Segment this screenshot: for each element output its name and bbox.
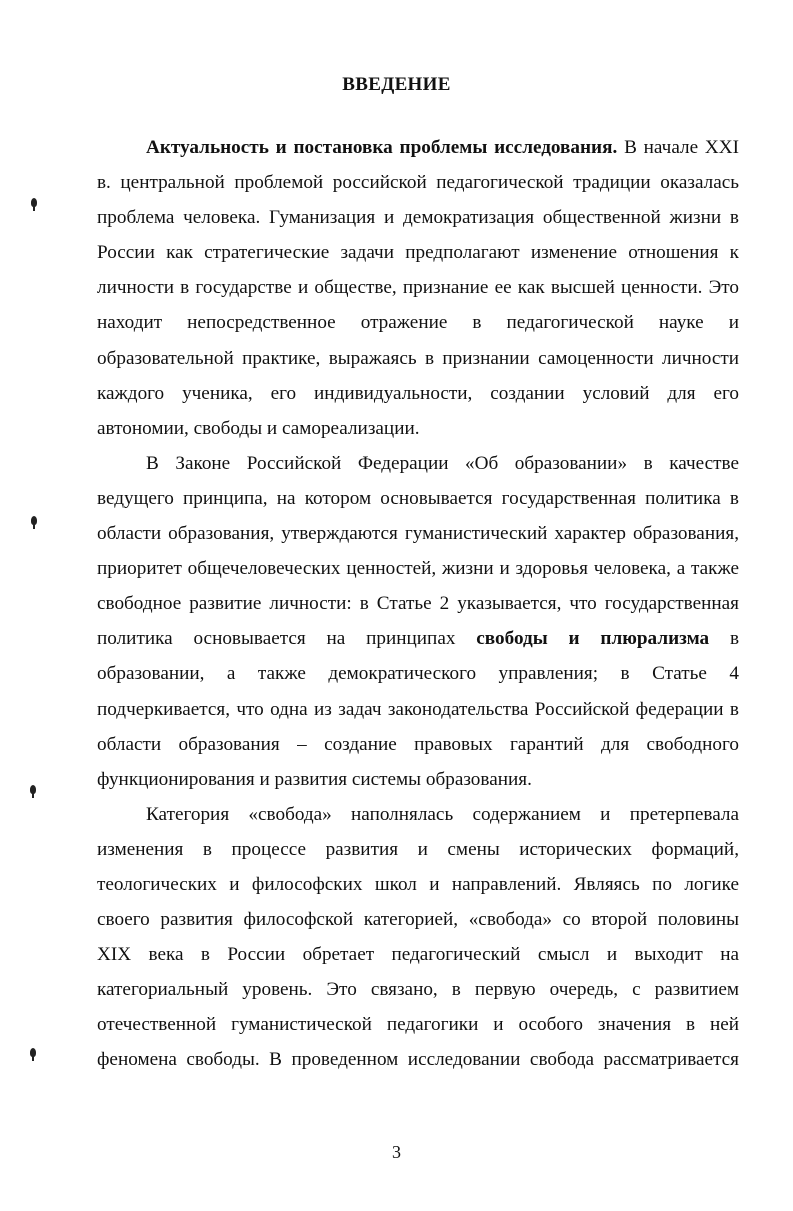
scan-mark xyxy=(30,785,36,794)
text-line: в. центральной проблемой российской педагогической традиции оказалась xyxy=(97,172,739,194)
text-line: каждого ученика, его индивидуальности, создании условий для его xyxy=(97,382,739,404)
text-emphasis: свободы и плюрализма xyxy=(476,628,710,650)
scan-mark xyxy=(30,1048,36,1057)
document-body xyxy=(97,130,739,1078)
text-run: политика основывается на принципах xyxy=(97,628,456,650)
scan-mark xyxy=(31,516,37,525)
text-line: проблема человека. Гуманизация и демократизация общественной жизни в xyxy=(97,207,739,229)
text-line: категориальный уровень. Это связано, в первую очередь, с развитием xyxy=(97,979,739,1001)
text-line: личности в государстве и обществе, признание ее как высшей ценности. Это xyxy=(97,277,739,299)
text-line: теологических и философских школ и направлений. Являясь по логике xyxy=(97,873,739,895)
text-line: приоритет общечеловеческих ценностей, жизни и здоровья человека, а также xyxy=(97,558,739,580)
text-line: России как стратегические задачи предполагают изменение отношения к xyxy=(97,242,739,264)
text-line: области образования – создание правовых гарантий для свободного xyxy=(97,733,739,755)
text-line: ведущего принципа, на котором основывается государственная политика в xyxy=(97,487,739,509)
text-line: феномена свободы. В проведенном исследовании свобода рассматривается xyxy=(97,1049,739,1071)
text-line: образовании, а также демократического управления; в Статье 4 xyxy=(97,663,739,685)
text-run: в xyxy=(729,628,739,650)
text-line: находит непосредственное отражение в педагогической науке и xyxy=(97,312,739,334)
text-line xyxy=(97,130,739,165)
text-line: образовательной практике, выражаясь в признании самоценности личности xyxy=(97,347,739,369)
text-line: Категория «свобода» наполнялась содержанием и претерпевала xyxy=(146,803,739,825)
text-line: свободное развитие личности: в Статье 2 указывается, что государственная xyxy=(97,593,739,615)
scan-mark xyxy=(31,198,37,207)
text-line xyxy=(97,621,739,656)
text-run: В начале XXI xyxy=(617,137,739,158)
text-line: изменения в процессе развития и смены исторических формаций, xyxy=(97,838,739,860)
text-line: XIX века в России обретает педагогический смысл и выходит на xyxy=(97,944,739,966)
text-line: автономии, свободы и самореализации. xyxy=(97,417,420,439)
text-line: области образования, утверждаются гуманистический характер образования, xyxy=(97,523,739,545)
page-title: ВВЕДЕНИЕ xyxy=(342,74,451,95)
text-line: подчеркивается, что одна из задач законодательства Российской федерации в xyxy=(97,698,739,720)
text-line: своего развития философской категорией, «свобода» со второй половины xyxy=(97,909,739,931)
page-number: 3 xyxy=(392,1142,401,1162)
text-line: В Законе Российской Федерации «Об образовании» в качестве xyxy=(146,452,739,474)
text-emphasis: Актуальность и постановка проблемы исследования. xyxy=(146,137,618,158)
text-line: функционирования и развития системы образования. xyxy=(97,768,532,790)
text-line: отечественной гуманистической педагогики и особого значения в ней xyxy=(97,1014,739,1036)
